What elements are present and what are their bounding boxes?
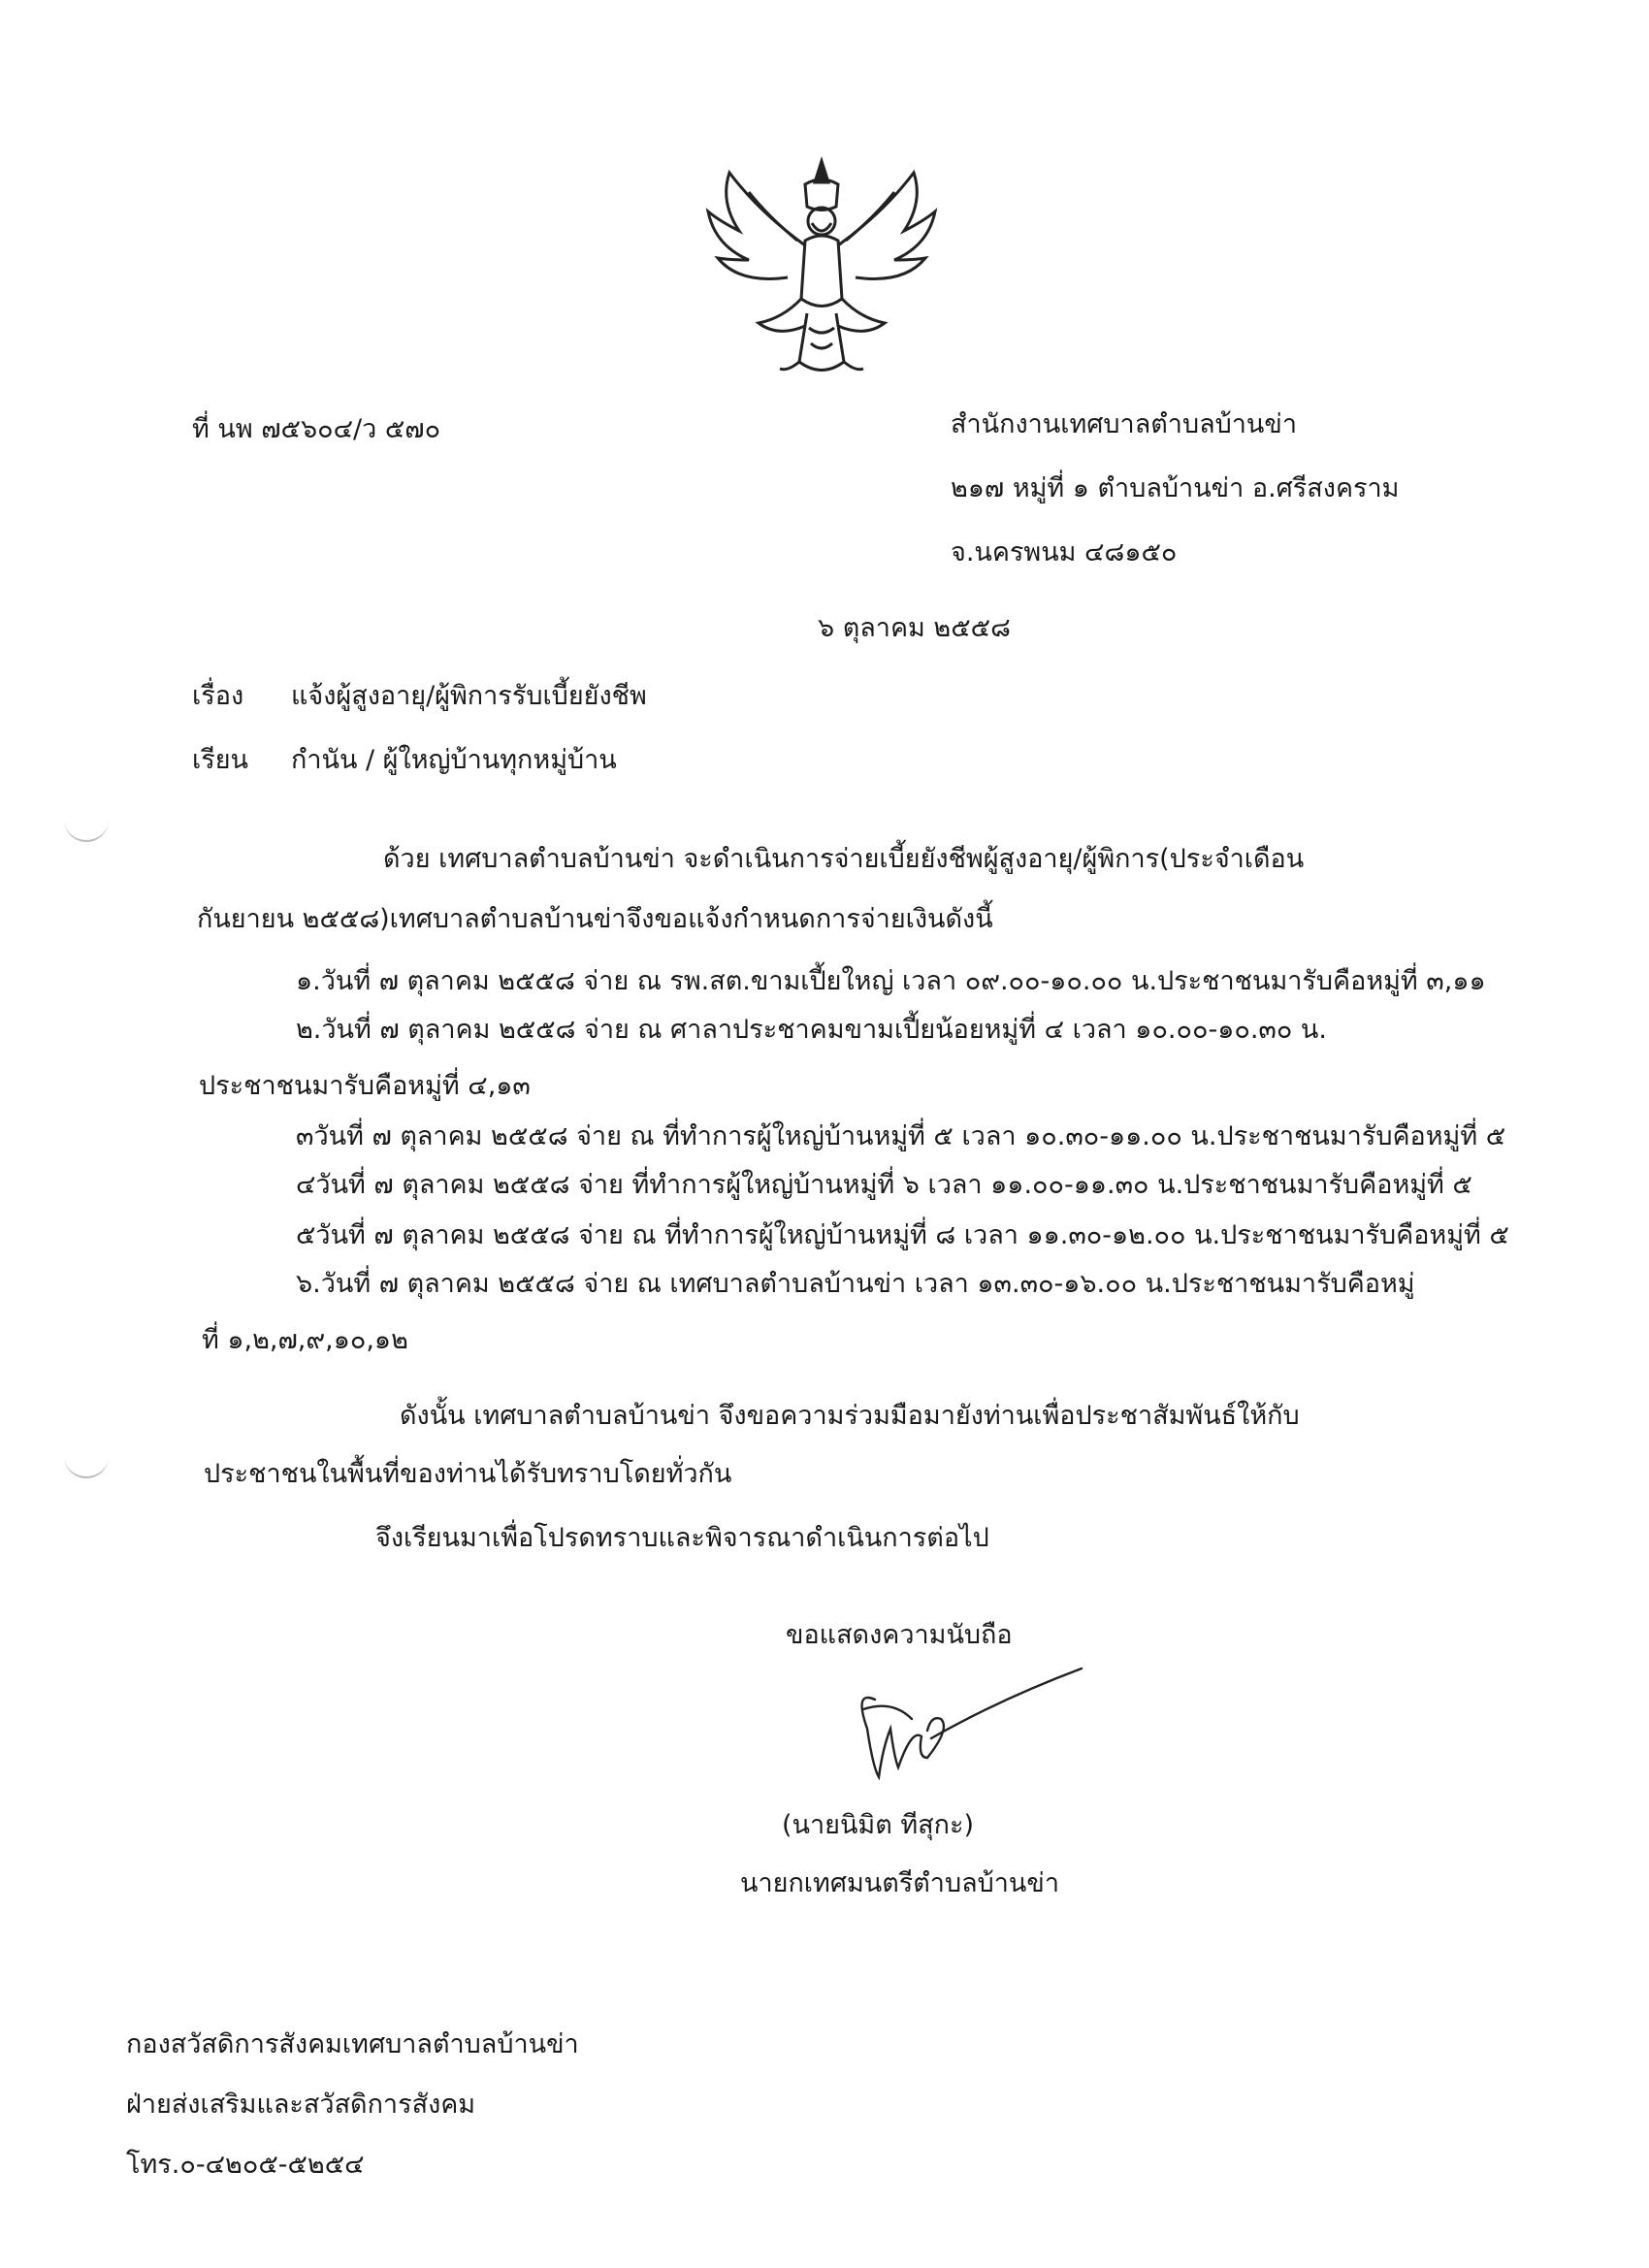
recipient-text: กำนัน / ผู้ใหญ่บ้านทุกหมู่บ้าน xyxy=(291,745,617,775)
office-address: ๒๑๗ หมู่ที่ ๑ ตำบลบ้านข่า อ.ศรีสงคราม xyxy=(951,473,1400,503)
conclusion-line2: ประชาชนในพื้นที่ของท่านได้รับทราบโดยทั่วกัน xyxy=(204,1459,732,1489)
handwritten-signature xyxy=(834,1661,1086,1806)
intro-paragraph-line1: ด้วย เทศบาลตำบลบ้านข่า จะดำเนินการจ่ายเบี้ยยังชีพผู้สูงอายุ/ผู้พิการ(ประจำเดือน xyxy=(383,844,1305,874)
intro-paragraph-line2: กันยายน ๒๕๕๘)เทศบาลตำบลบ้านข่าจึงขอแจ้งกำหนดการจ่ายเงินดังนี้ xyxy=(197,904,993,934)
footer-division: กองสวัสดิการสังคมเทศบาลตำบลบ้านข่า xyxy=(126,2029,579,2059)
letter-date: ๖ ตุลาคม ๒๕๕๘ xyxy=(818,613,1011,643)
footer-section: ฝ่ายส่งเสริมและสวัสดิการสังคม xyxy=(126,2090,476,2120)
schedule-item-6: ๖.วันที่ ๗ ตุลาคม ๒๕๕๘ จ่าย ณ เทศบาลตำบลบ้านข่า เวลา ๑๓.๓๐-๑๖.๐๐ น.ประชาชนมารับคือหมู่ xyxy=(296,1269,1415,1299)
schedule-item-2: ๒.วันที่ ๗ ตุลาคม ๒๕๕๘ จ่าย ณ ศาลาประชาคมขามเปี้ยน้อยหมู่ที่ ๔ เวลา ๑๐.๐๐-๑๐.๓๐ น. xyxy=(296,1015,1327,1045)
signatory-position: นายกเทศมนตรีตำบลบ้านข่า xyxy=(740,1868,1059,1898)
signatory-name: (นายนิมิต ทีสุกะ) xyxy=(782,1810,975,1840)
footer-phone: โทร.๐-๔๒๐๕-๕๒๕๔ xyxy=(126,2150,365,2180)
schedule-item-4: ๔วันที่ ๗ ตุลาคม ๒๕๕๘ จ่าย ที่ทำการผู้ใหญ่บ้านหมู่ที่ ๖ เวลา ๑๑.๐๐-๑๑.๓๐ น.ประชาชนมารับคือหมู่ที่ ๕ xyxy=(296,1170,1472,1200)
garuda-emblem xyxy=(691,153,953,386)
closing-request: จึงเรียนมาเพื่อโปรดทราบและพิจารณาดำเนินการต่อไป xyxy=(375,1523,989,1553)
schedule-item-2-cont: ประชาชนมารับคือหมู่ที่ ๔,๑๓ xyxy=(199,1071,531,1101)
closing-salutation: ขอแสดงความนับถือ xyxy=(786,1620,1013,1650)
schedule-item-5: ๕วันที่ ๗ ตุลาคม ๒๕๕๘ จ่าย ณ ที่ทำการผู้ใหญ่บ้านหมู่ที่ ๘ เวลา ๑๑.๓๐-๑๒.๐๐ น.ประชาชนมารับคือหมู่ที่ ๕ xyxy=(296,1220,1509,1250)
punch-hole xyxy=(64,1449,109,1478)
subject-text: แจ้งผู้สูงอายุ/ผู้พิการรับเบี้ยยังชีพ xyxy=(291,681,647,711)
office-name: สำนักงานเทศบาลตำบลบ้านข่า xyxy=(951,409,1298,439)
recipient-label: เรียน xyxy=(192,745,249,775)
punch-hole xyxy=(64,813,109,842)
conclusion-line1: ดังนั้น เทศบาลตำบลบ้านข่า จึงขอความร่วมมือมายังท่านเพื่อประชาสัมพันธ์ให้กับ xyxy=(400,1401,1300,1431)
subject-label: เรื่อง xyxy=(192,681,244,711)
schedule-item-6-cont: ที่ ๑,๒,๗,๙,๑๐,๑๒ xyxy=(202,1325,408,1355)
office-province: จ.นครพนม ๔๘๑๕๐ xyxy=(951,537,1178,567)
schedule-item-1: ๑.วันที่ ๗ ตุลาคม ๒๕๕๘ จ่าย ณ รพ.สต.ขามเปี้ยใหญ่ เวลา ๐๙.๐๐-๑๐.๐๐ น.ประชาชนมารับคือหมู่ที่ ๓,๑๑ xyxy=(296,966,1486,996)
document-number: ที่ นพ ๗๕๖๐๔/ว ๕๗๐ xyxy=(192,414,441,444)
schedule-item-3: ๓วันที่ ๗ ตุลาคม ๒๕๕๘ จ่าย ณ ที่ทำการผู้ใหญ่บ้านหมู่ที่ ๕ เวลา ๑๐.๓๐-๑๑.๐๐ น.ประชาชนมารับคือหมู่ที่ ๕ xyxy=(296,1121,1506,1151)
